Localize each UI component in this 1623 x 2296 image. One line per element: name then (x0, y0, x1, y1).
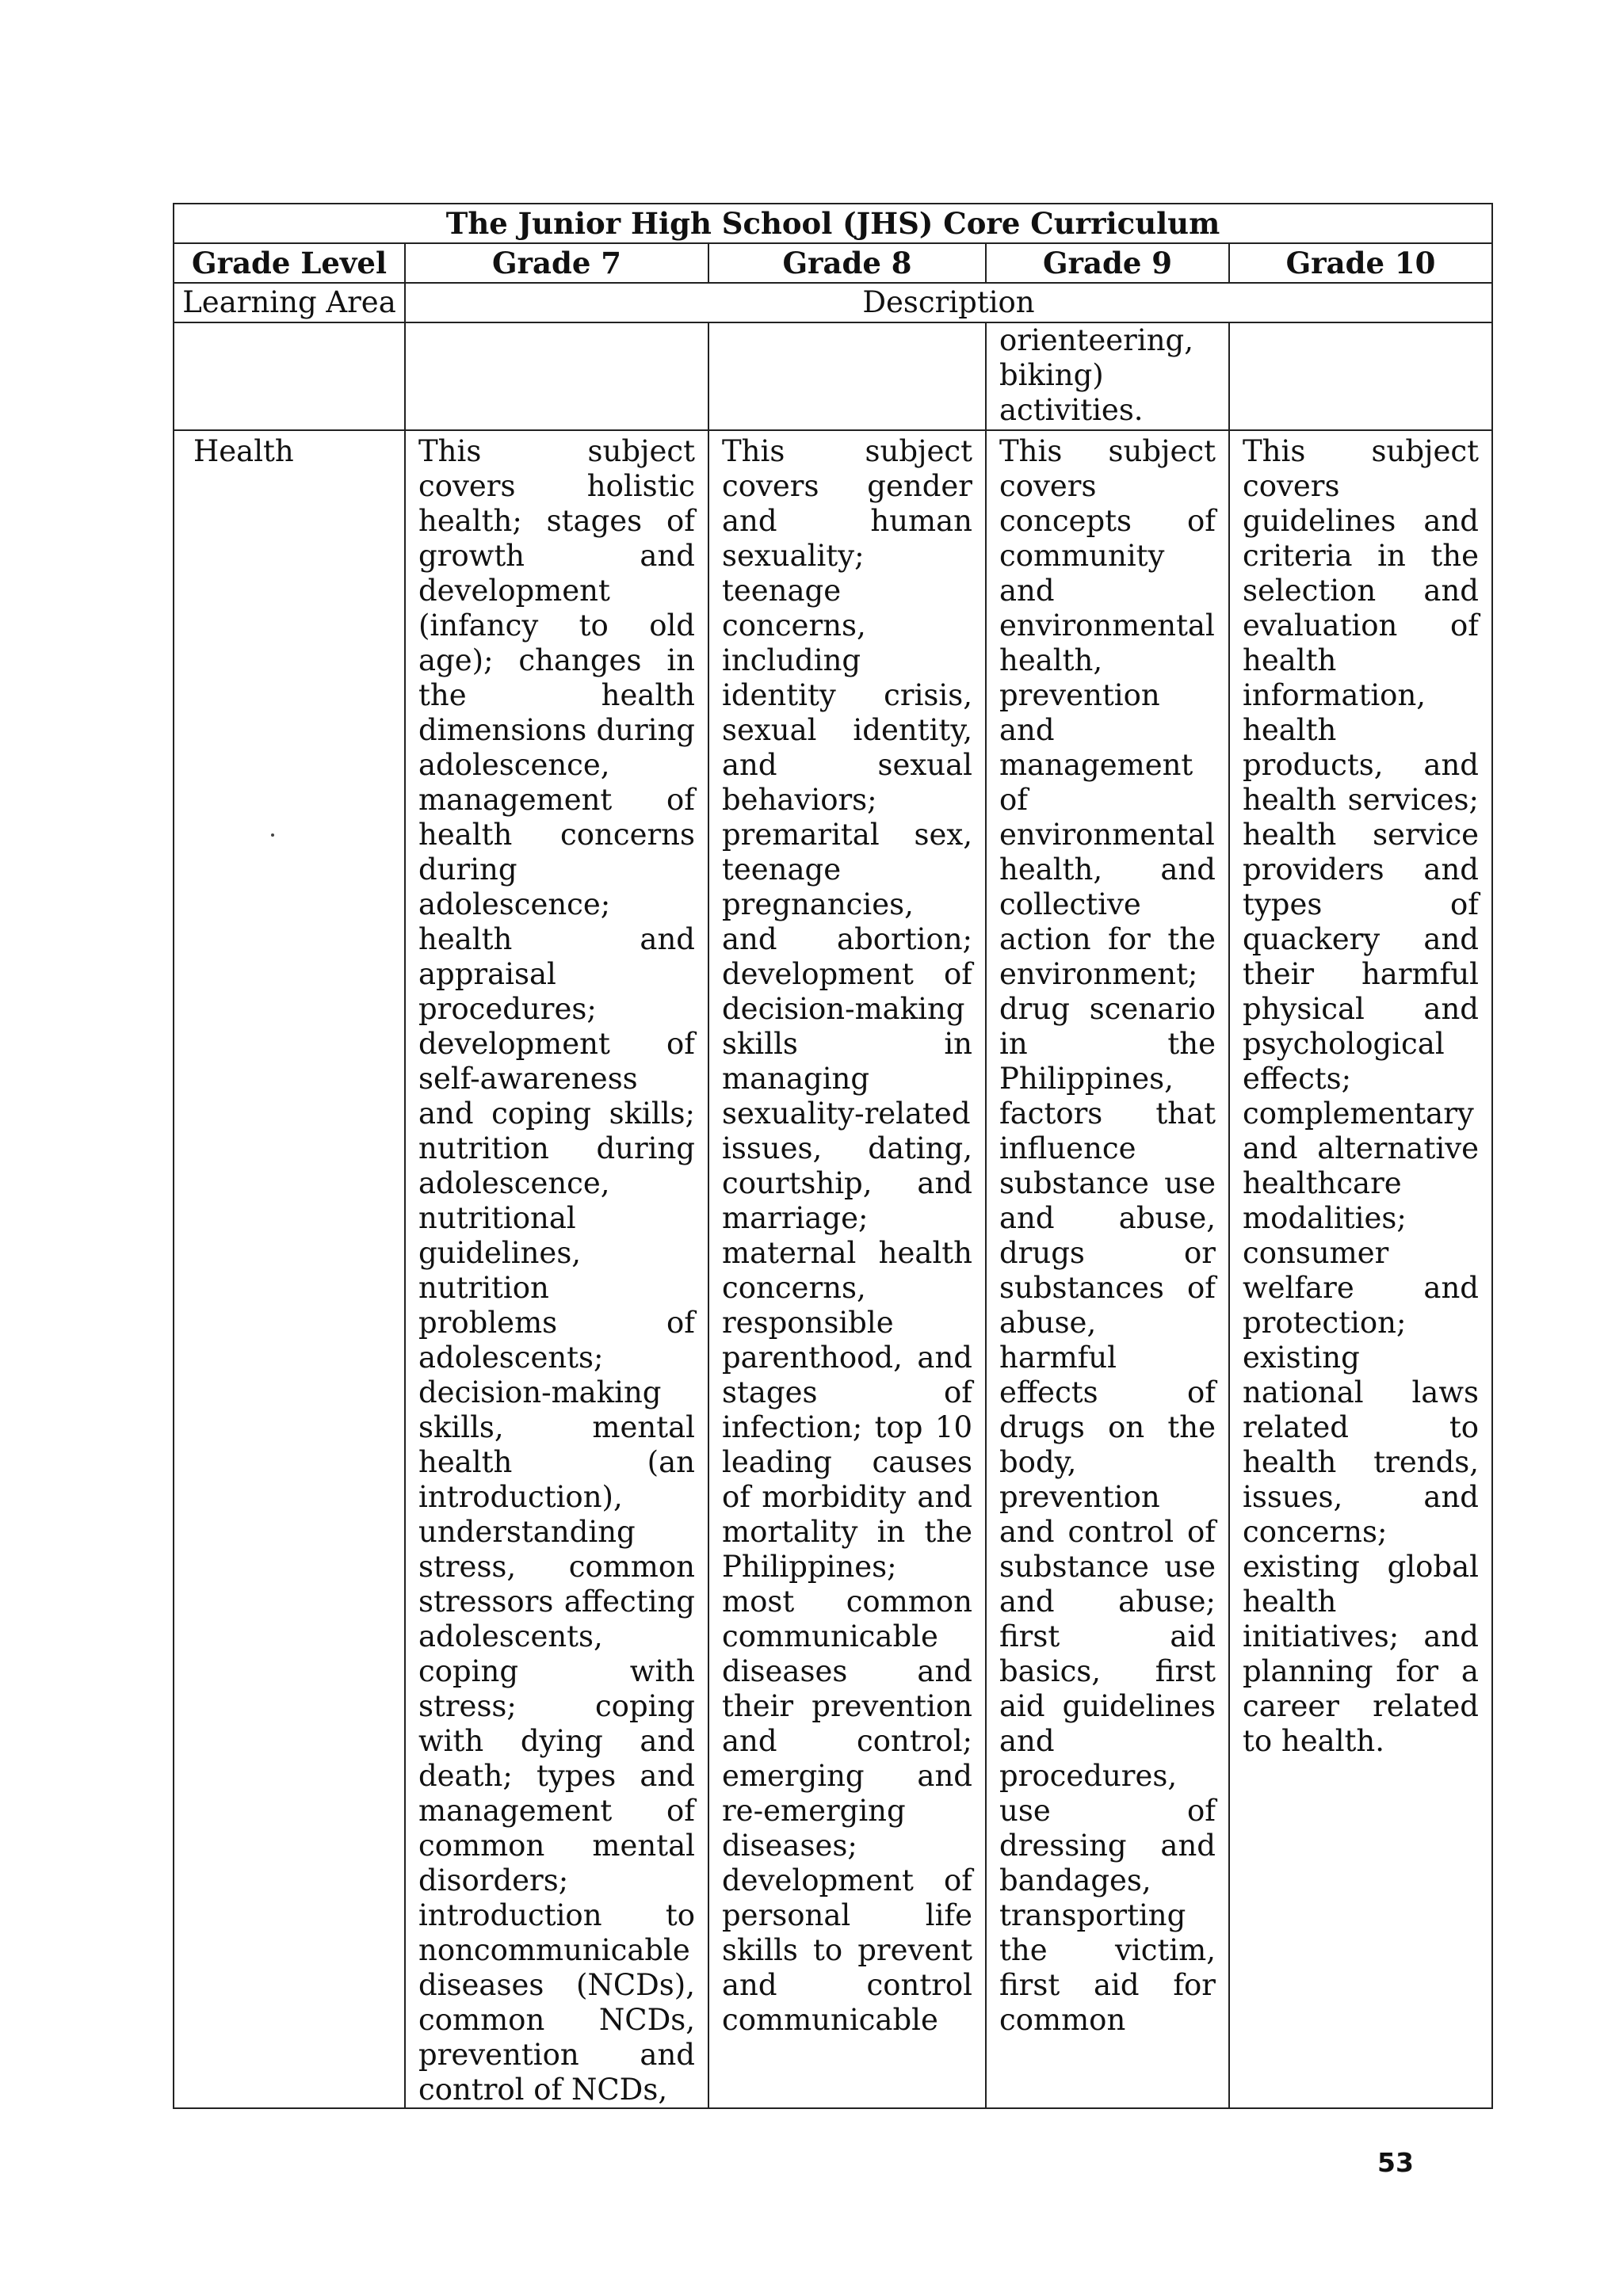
header-grade-7: Grade 7 (405, 243, 708, 283)
description-row (174, 283, 1492, 322)
header-grade-level: Grade Level (174, 243, 405, 283)
title-row (174, 204, 1492, 243)
header-grade-9: Grade 9 (986, 243, 1229, 283)
continued-area-cell (174, 322, 405, 430)
page-number: 53 (1377, 2147, 1414, 2178)
header-grade-8: Grade 8 (708, 243, 986, 283)
continued-row (174, 322, 1492, 430)
stray-mark (271, 833, 274, 837)
table-title: The Junior High School (JHS) Core Curriculum (174, 204, 1492, 243)
description-label: Description (405, 283, 1492, 322)
header-row (174, 243, 1492, 283)
health-grade-10-cell: This subject covers guidelines and criteria in the selection and evaluation of health information, health products, and health services; health service providers and types of quackery and their harmful physical and psychological effects; complementary and alternative healthcare modalities; consumer welfare and protection; existing national laws related to health trends, issues, and concerns; existing global health initiatives; and planning for a career related to health. (1229, 430, 1492, 2108)
learning-area-label: Learning Area (174, 283, 405, 322)
health-grade-7-cell: This subject covers holistic health; stages of growth and development (infancy to old age); changes in the health dimensions during adolescence, management of health concerns during adolescence; health and appraisal procedures; development of self-awareness and coping skills; nutrition during adolescence, nutritional guidelines, nutrition problems of adolescents; decision-making skills, mental health (an introduction), understanding stress, common stressors affecting adolescents, coping with stress; coping with dying and death; types and management of common mental disorders; introduction to noncommunicable diseases (NCDs), common NCDs, prevention and control of NCDs, (405, 430, 708, 2108)
health-grade-8-cell: This subject covers gender and human sexuality; teenage concerns, including identity crisis, sexual identity, and sexual behaviors; premarital sex, teenage pregnancies, and abortion; development of decision-making skills in managing sexuality-related issues, dating, courtship, and marriage; maternal health concerns, responsible parenthood, and stages of infection; top 10 leading causes of morbidity and mortality in the Philippines; most common communicable diseases and their prevention and control; emerging and re-emerging diseases; development of personal life skills to prevent and control communicable (708, 430, 986, 2108)
continued-grade-8-cell (708, 322, 986, 430)
header-grade-10: Grade 10 (1229, 243, 1492, 283)
continued-grade-10-cell (1229, 322, 1492, 430)
health-area-cell: Health (174, 430, 405, 2108)
health-grade-9-cell: This subject covers concepts of community and environmental health, prevention and management of environmental health, and collective action for the environment; drug scenario in the Philippines, factors that influence substance use and abuse, drugs or substances of abuse, harmful effects of drugs on the body, prevention and control of substance use and abuse; first aid basics, first aid guidelines and procedures, use of dressing and bandages, transporting the victim, first aid for common (986, 430, 1229, 2108)
health-row (174, 430, 1492, 2108)
continued-grade-7-cell (405, 322, 708, 430)
continued-grade-9-cell: orienteering, biking) activities. (986, 322, 1229, 430)
curriculum-table (173, 203, 1493, 2109)
